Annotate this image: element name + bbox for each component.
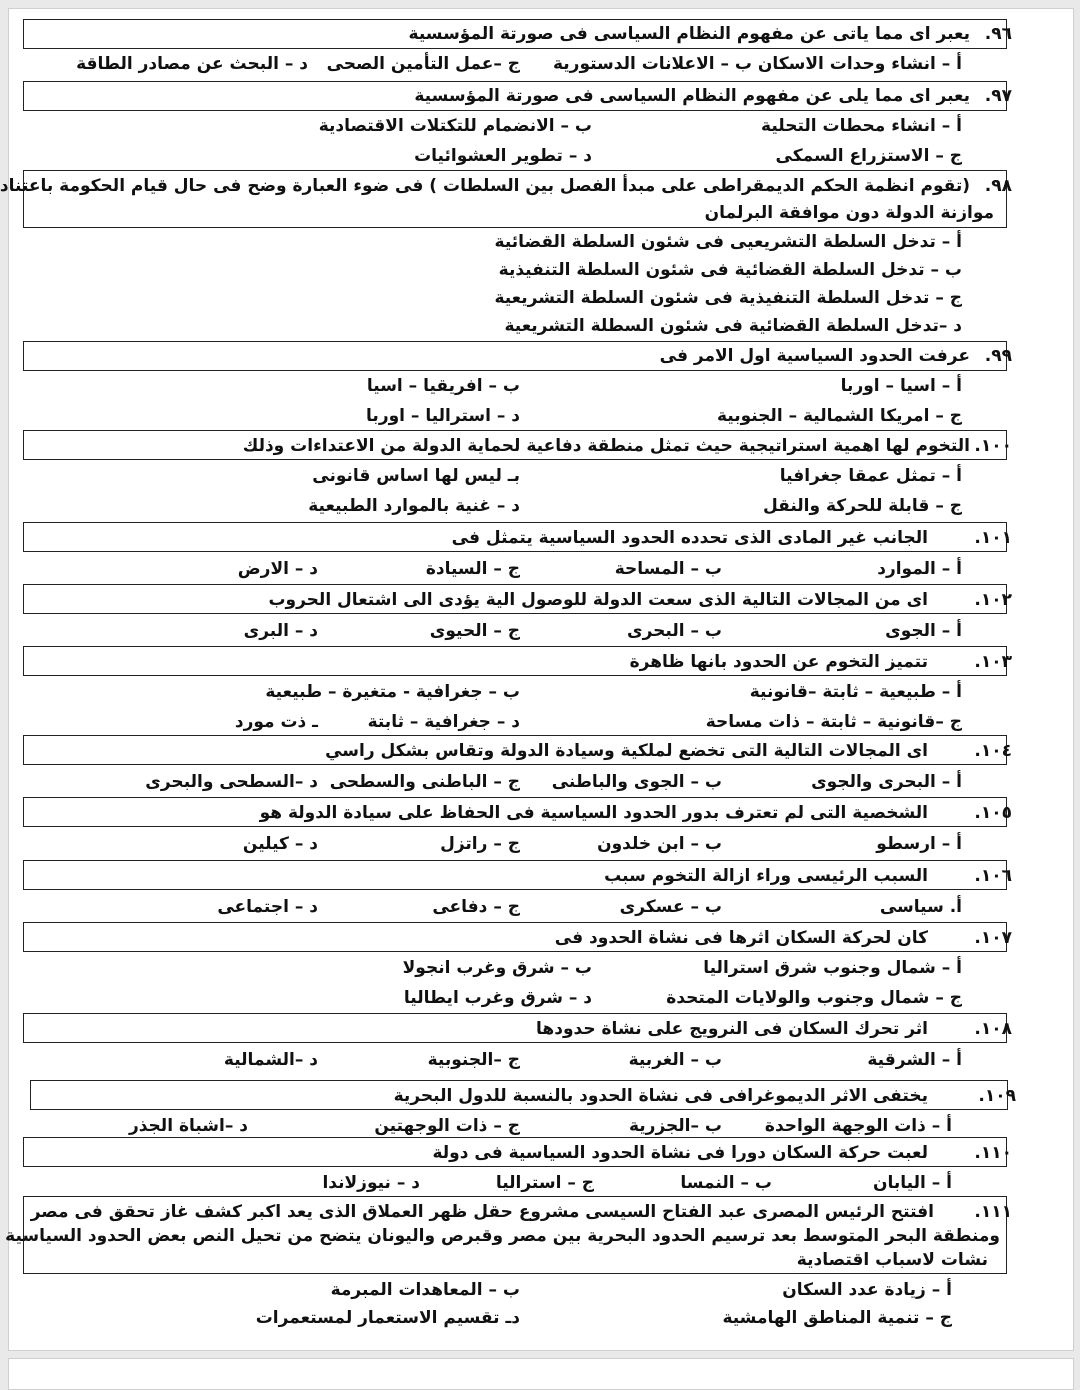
question-text: كان لحركة السكان اثرها فى نشاة الحدود فى	[554, 928, 928, 948]
option-a: أ – ذات الوجهة الواحدة	[764, 1116, 952, 1136]
option-b: ب – ابن خلدون	[597, 834, 722, 854]
question-number: ١٠٢.	[974, 590, 1012, 610]
option-c: ج – استراليا	[495, 1173, 594, 1193]
question-text-line-1: (تقوم انظمة الحكم الديمقراطى على مبدأ الفصل بين السلطات ) فى ضوء العبارة وضح فى حال قيام الحكومة باعتناد	[0, 176, 970, 196]
question-number: ١٠٤.	[974, 741, 1012, 761]
question-number: ١٠٠.	[974, 436, 1012, 456]
question-text: الجانب غير المادى الذى تحدده الحدود السياسية يتمثل فى	[451, 528, 928, 548]
option-a: أ – الجوى	[885, 621, 962, 641]
option-c: ج –قانونية – ثابتة – ذات مساحة	[705, 712, 962, 732]
option-c: ج – قابلة للحركة والنقل	[762, 496, 962, 516]
option-a: أ – الموارد	[877, 559, 962, 579]
question-text: تتميز التخوم عن الحدود بانها ظاهرة	[629, 652, 928, 672]
option-b: ب – النمسا	[680, 1173, 772, 1193]
question-number: ١١١.	[974, 1202, 1012, 1222]
option-b: ب – شرق وغرب انجولا	[402, 958, 592, 978]
option-a: أ. سياسى	[879, 897, 962, 917]
question-text: اى من المجالات التالية الذى سعت الدولة للوصول الية يؤدى الى اشتعال الحروب	[268, 590, 928, 610]
option-c: ج – راتزل	[440, 834, 520, 854]
option-d: د –تدخل السلطة القضائية فى شئون السطلة التشريعية	[504, 316, 962, 336]
question-number: ١٠٦.	[974, 866, 1012, 886]
question-number: ٩٨.	[984, 176, 1012, 196]
option-a: أ – اسيا – اوربا	[840, 376, 962, 396]
option-d: د –الشمالية	[223, 1050, 318, 1070]
option-d: د – البرى	[243, 621, 318, 641]
option-b: ب – افريقيا – اسيا	[366, 376, 520, 396]
option-e: ـ ذت مورد	[234, 712, 318, 732]
option-a: أ – الشرقية	[867, 1050, 962, 1070]
option-d: د – تطوير العشوائيات	[414, 146, 592, 166]
question-text: اثر تحرك السكان فى النرويج على نشاة حدودها	[536, 1019, 928, 1039]
question-number: ١٠٥.	[974, 803, 1012, 823]
option-b: ب – تدخل السلطة القضائية فى شئون السلطة التنفيذية	[498, 260, 962, 280]
next-page-edge	[8, 1358, 1074, 1390]
option-a: أ – زيادة عدد السكان	[782, 1280, 952, 1300]
question-text: عرفت الحدود السياسية اول الامر فى	[659, 346, 970, 366]
option-a: أ – اليابان	[873, 1173, 952, 1193]
question-text: السبب الرئيسى وراء ازالة التخوم سبب	[604, 866, 928, 886]
option-b: ب – المساحة	[614, 559, 722, 579]
option-c: ج – ذات الوجهتين	[374, 1116, 520, 1136]
option-a: أ – شمال وجنوب شرق استراليا	[703, 958, 962, 978]
option-d: د – جغرافية – ثابتة	[367, 712, 520, 732]
option-a: أ – تدخل السلطة التشريعيى فى شئون السلطة القضائية	[494, 232, 962, 252]
option-b: ب –الجزرية	[628, 1116, 722, 1136]
question-text: التخوم لها اهمية استراتيجية حيث تمثل منطقة دفاعية لحماية الدولة من الاعتداءات وذلك	[242, 436, 970, 456]
option-c: ج – الحيوى	[429, 621, 520, 641]
option-d: د – نيوزلاندا	[322, 1173, 420, 1193]
option-d: دـ تقسيم الاستعمار لمستعمرات	[255, 1308, 520, 1328]
option-a: أ – طبيعية – ثابتة –قانونية	[749, 682, 962, 702]
option-c: ج – دفاعى	[432, 897, 520, 917]
option-c: ج –عمل التأمين الصحى	[326, 54, 520, 74]
question-text-line-1: افتتح الرئيس المصرى عبد الفتاح السيسى مشروع حقل ظهر العملاق الذى يعد اكبر كشف غاز تحقق فى مصر	[30, 1202, 934, 1222]
option-a: أ – انشاء محطات التحلية	[761, 116, 962, 136]
option-d: د – كيلين	[242, 834, 318, 854]
question-text-line-2: موازنة الدولة دون موافقة البرلمان	[704, 203, 994, 223]
option-d: د –السطحى والبحرى	[145, 772, 318, 792]
option-d: د – الارض	[237, 559, 318, 579]
option-b: ب – الانضمام للتكتلات الاقتصادية	[318, 116, 592, 136]
question-number: ٩٩.	[984, 346, 1012, 366]
option-c: ج – تنمية المناطق الهامشية	[722, 1308, 952, 1328]
question-number: ١٠٩.	[978, 1086, 1016, 1106]
question-text-line-2: ومنطقة البحر المتوسط بعد ترسيم الحدود البحرية بين مصر وقبرص واليونان يتضح من تحيل النص بعض الحدود السياسية	[5, 1226, 1000, 1246]
question-number: ١٠٨.	[974, 1019, 1012, 1039]
option-d: د – غنية بالموارد الطبيعية	[308, 496, 520, 516]
option-c: ج – السيادة	[425, 559, 520, 579]
option-c: ج – تدخل السلطة التنفيذية فى شئون السلطة التشريعية	[494, 288, 962, 308]
option-b: ب – عسكرى	[619, 897, 722, 917]
option-b: ب – الغربية	[628, 1050, 722, 1070]
option-a: أ – تمثل عمقا جغرافيا	[779, 466, 962, 486]
option-b: بـ ليس لها اساس قانونى	[312, 466, 520, 486]
option-a: أ – انشاء وحدات الاسكان	[757, 54, 962, 74]
question-text-line-3: نشات لاسباب اقتصادية	[796, 1250, 988, 1270]
option-b: ب – جغرافية - متغيرة – طبيعية	[265, 682, 520, 702]
option-c: ج – الباطنى والسطحى	[329, 772, 520, 792]
option-a: أ – البحرى والجوى	[811, 772, 962, 792]
option-d: د – استراليا – اوربا	[366, 406, 520, 426]
question-number: ٩٦.	[984, 24, 1012, 44]
option-a: أ – ارسطو	[876, 834, 962, 854]
option-d: د – اجتماعى	[217, 897, 318, 917]
option-d: د –اشباة الجذر	[128, 1116, 248, 1136]
question-number: ١٠١.	[974, 528, 1012, 548]
option-c: ج – امريكا الشمالية – الجنوبية	[716, 406, 962, 426]
question-text: لعبت حركة السكان دورا فى نشاة الحدود السياسية فى دولة	[432, 1143, 928, 1163]
option-d: د – البحث عن مصادر الطاقة	[76, 54, 308, 74]
question-text: يعبر اى مما ياتى عن مفهوم النظام السياسى فى صورتة المؤسسية	[408, 24, 970, 44]
question-text: الشخصية التى لم تعترف بدور الحدود السياسية فى الحفاظ على سيادة الدولة هو	[259, 803, 928, 823]
question-number: ١٠٣.	[974, 652, 1012, 672]
question-number: ١١٠.	[974, 1143, 1012, 1163]
option-d: د – شرق وغرب ايطاليا	[403, 988, 592, 1008]
option-b: ب – الجوى والباطنى	[551, 772, 722, 792]
question-text: يختفى الاثر الديموغرافى فى نشاة الحدود بالنسبة للدول البحرية	[393, 1086, 928, 1106]
question-text: يعبر اى مما يلى عن مفهوم النظام السياسى فى صورتة المؤسسية	[414, 86, 970, 106]
option-b: ب – البحرى	[627, 621, 722, 641]
option-c: ج –الجنوبية	[427, 1050, 520, 1070]
option-c: ج – شمال وجنوب والولايات المتحدة	[666, 988, 962, 1008]
question-number: ١٠٧.	[974, 928, 1012, 948]
option-b: ب – المعاهدات المبرمة	[330, 1280, 520, 1300]
question-text: اى المجالات التالية التى تخضع لملكية وسيادة الدولة وتقاس بشكل راسي	[325, 741, 928, 761]
question-number: ٩٧.	[984, 86, 1012, 106]
option-c: ج – الاستزراع السمكى	[775, 146, 962, 166]
option-b: ب – الاعلانات الدستورية	[552, 54, 752, 74]
